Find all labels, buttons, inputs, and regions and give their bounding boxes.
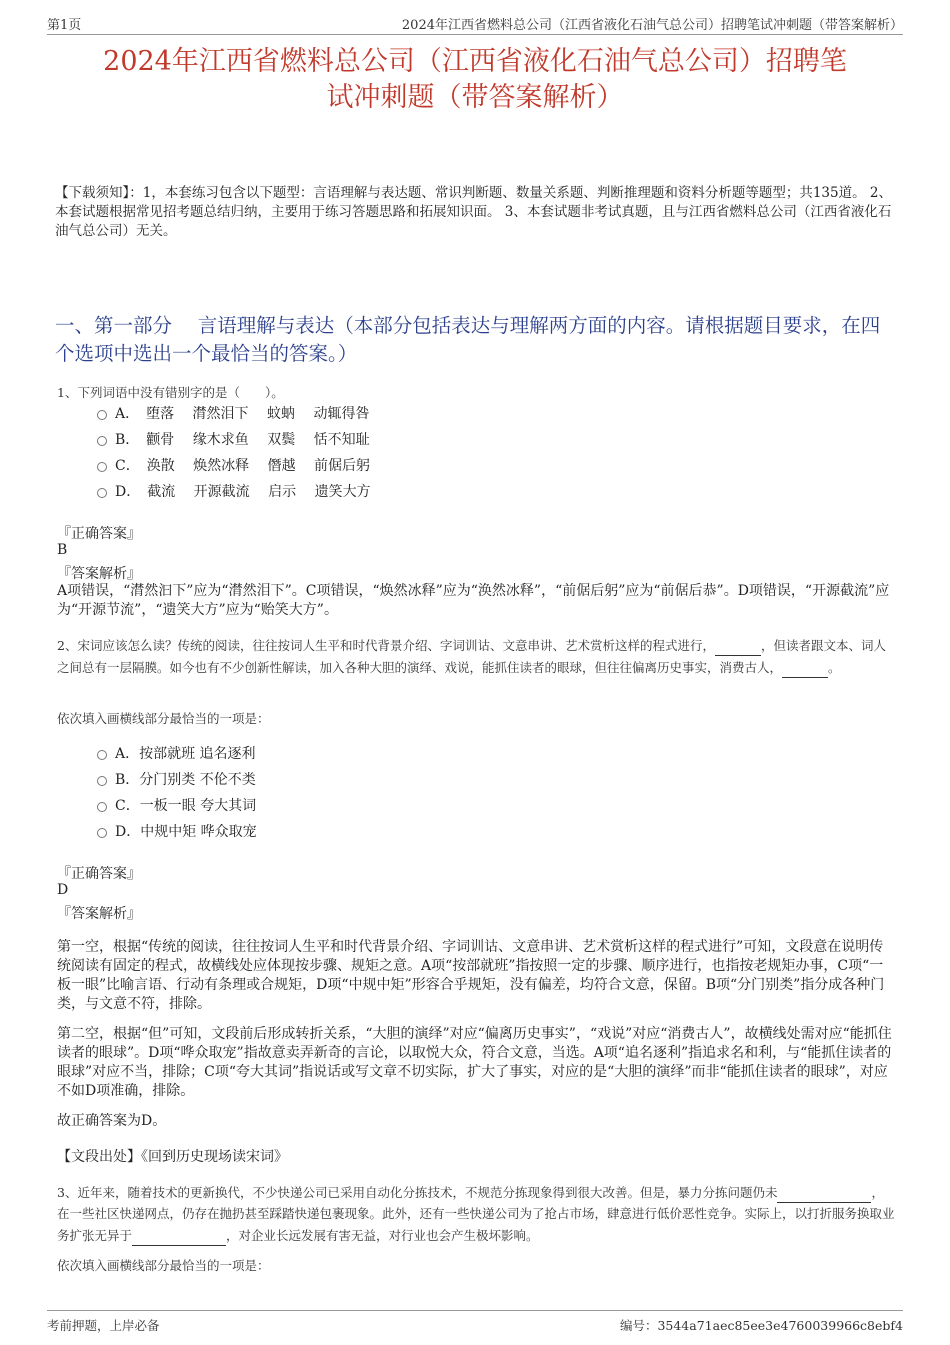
q2-option-a[interactable]	[97, 743, 256, 763]
q1-option-c[interactable]	[97, 455, 370, 475]
header-doc-title: 2024年江西省燃料总公司（江西省液化石油气总公司）招聘笔试冲刺题（带答案解析）	[401, 18, 903, 33]
option-text: B． 颧骨 缘木求鱼 双鬓 恬不知耻	[115, 432, 370, 448]
q2-analysis-para-2: 第二空，根据“但”可知，文段前后形成转折关系，“大胆的演绎”对应“偏离历史事实”，“戏说”对应“消费古人”，故横线处需对应“能抓住读者的眼球”。D项“哗众取宠”指故意卖弄新奇的言论，以取悦大众，符合文意，当选。A项“追名逐利”指追求名和利，与“能抓住读者的眼球”对应不当，排除；C项“夸大其词”指说话或写文章不切实际，扩大了事实，对应的是“大胆的演绎”而非“能抓住读者的眼球”，对应不如D项准确，排除。	[57, 1026, 892, 1099]
option-text: A．按部就班 追名逐利	[115, 746, 256, 762]
q2-analysis-label: 『答案解析』	[57, 906, 141, 922]
radio-icon[interactable]	[97, 436, 107, 446]
q1-option-a[interactable]	[97, 403, 369, 423]
option-text: D．中规中矩 哗众取宠	[115, 824, 257, 840]
q1-analysis-label: 『答案解析』	[57, 566, 141, 582]
q2-option-b[interactable]	[97, 769, 256, 789]
section-heading: 一、第一部分 言语理解与表达（本部分包括表达与理解两方面的内容。请根据题目要求，在四个选项中选出一个最恰当的答案。）	[55, 314, 881, 365]
q3-instruction: 依次填入画横线部分最恰当的一项是：	[57, 1258, 270, 1273]
page-footer	[47, 1310, 903, 1335]
q2-stem-part-2: ，但读者跟文本、词人之间总有一层隔膜。如今也有不少创新性解读，加入各种大胆的演绎、戏说，能抓住读者的眼球，但往往偏离历史事实，消费古人，	[57, 638, 886, 675]
title-line-2: 试冲刺题（带答案解析）	[326, 82, 624, 113]
q3-stem	[57, 1181, 895, 1246]
q2-instruction: 依次填入画横线部分最恰当的一项是：	[57, 711, 270, 726]
radio-icon[interactable]	[97, 410, 107, 420]
q3-stem-part-2: ，在一些社区快递网点，仍存在抛扔甚至踩踏快递包裹现象。此外，还有一些快递公司为了抢占市场，肆意进行低价恶性竞争。实际上，以打折服务换取业务扩张无异于	[57, 1185, 895, 1243]
q2-analysis-para-1: 第一空，根据“传统的阅读，往往按词人生平和时代背景介绍、字词训诂、文意串讲、艺术赏析这样的程式进行”可知，文段意在说明传统阅读有固定的程式，故横线处应体现按步骤、规矩之意。A项“按部就班”指按照一定的步骤、顺序进行，也指按老规矩办事，C项“一板一眼”比喻言语、行动有条理或合规矩，D项“中规中矩”形容合乎规矩，没有偏差，均符合文意，保留。B项“分门别类”指分成各种门类，与文意不符，排除。	[57, 939, 885, 1012]
radio-icon[interactable]	[97, 462, 107, 472]
q2-option-d[interactable]	[97, 821, 257, 841]
download-notice: 【下载须知】：1，本套练习包含以下题型：言语理解与表达题、常识判断题、数量关系题、判断推理题和资料分析题等题型；共135道。 2、本套试题根据常见招考题总结归纳，主要用于练习答题思路和拓展知识面。 3、本套试题非考试真题，且与江西省燃料总公司（江西省液化石油气总公司）无关。	[55, 185, 892, 239]
q2-option-c[interactable]	[97, 795, 256, 815]
fill-blank	[782, 656, 828, 678]
q1-analysis: A项错误，“潸然汩下”应为“潸然泪下”。C项错误，“焕然冰释”应为“涣然冰释”，“前倨后躬”应为“前倨后恭”。D项错误，“开源截流”应为“开源节流”，“遗笑大方”应为“贻笑大方”。	[57, 583, 890, 618]
q2-answer-label: 『正确答案』	[57, 866, 141, 882]
option-text: D． 截流 开源截流 启示 遗笑大方	[115, 484, 371, 500]
radio-icon[interactable]	[97, 802, 107, 812]
q1-option-d[interactable]	[97, 481, 371, 501]
fill-blank	[777, 1181, 871, 1203]
option-text: C． 涣散 焕然冰释 僭越 前倨后躬	[115, 458, 371, 474]
fill-blank	[132, 1224, 226, 1246]
radio-icon[interactable]	[97, 488, 107, 498]
q1-answer-label: 『正确答案』	[57, 526, 141, 542]
footer-doc-id: 编号：3544a71aec85ee3e4760039966c8ebf4	[619, 1318, 903, 1333]
q2-stem-end: 。	[828, 660, 841, 675]
q2-answer: D	[57, 882, 69, 898]
option-text: B．分门别类 不伦不类	[115, 772, 256, 788]
q1-stem: 1、下列词语中没有错别字的是（ ）。	[57, 385, 284, 400]
document-title	[40, 44, 910, 116]
q2-stem-part-1: 2、宋词应该怎么读？传统的阅读，往往按词人生平和时代背景介绍、字词训诂、文意串讲、艺术赏析这样的程式进行，	[57, 638, 715, 653]
radio-icon[interactable]	[97, 776, 107, 786]
q2-source: 【文段出处】《回到历史现场读宋词》	[57, 1149, 288, 1165]
option-text: C．一板一眼 夸大其词	[115, 798, 257, 814]
footer-slogan: 考前押题，上岸必备	[47, 1318, 160, 1333]
radio-icon[interactable]	[97, 750, 107, 760]
page-header	[47, 14, 903, 35]
title-line-1: 2024年江西省燃料总公司（江西省液化石油气总公司）招聘笔	[103, 46, 847, 77]
page-number: 第1页	[47, 18, 82, 33]
q1-option-b[interactable]	[97, 429, 370, 449]
radio-icon[interactable]	[97, 828, 107, 838]
q2-stem	[57, 634, 895, 678]
fill-blank	[715, 634, 761, 656]
q3-stem-part-3: ，对企业长远发展有害无益，对行业也会产生极坏影响。	[226, 1228, 539, 1243]
q2-conclusion: 故正确答案为D。	[57, 1113, 167, 1129]
q3-stem-part-1: 3、近年来，随着技术的更新换代，不少快递公司已采用自动化分拣技术，不规范分拣现象得到很大改善。但是，暴力分拣问题仍未	[57, 1185, 778, 1200]
option-text: A． 堕落 潸然泪下 蚊蚋 动辄得咎	[115, 406, 370, 422]
q1-answer: B	[57, 542, 68, 558]
